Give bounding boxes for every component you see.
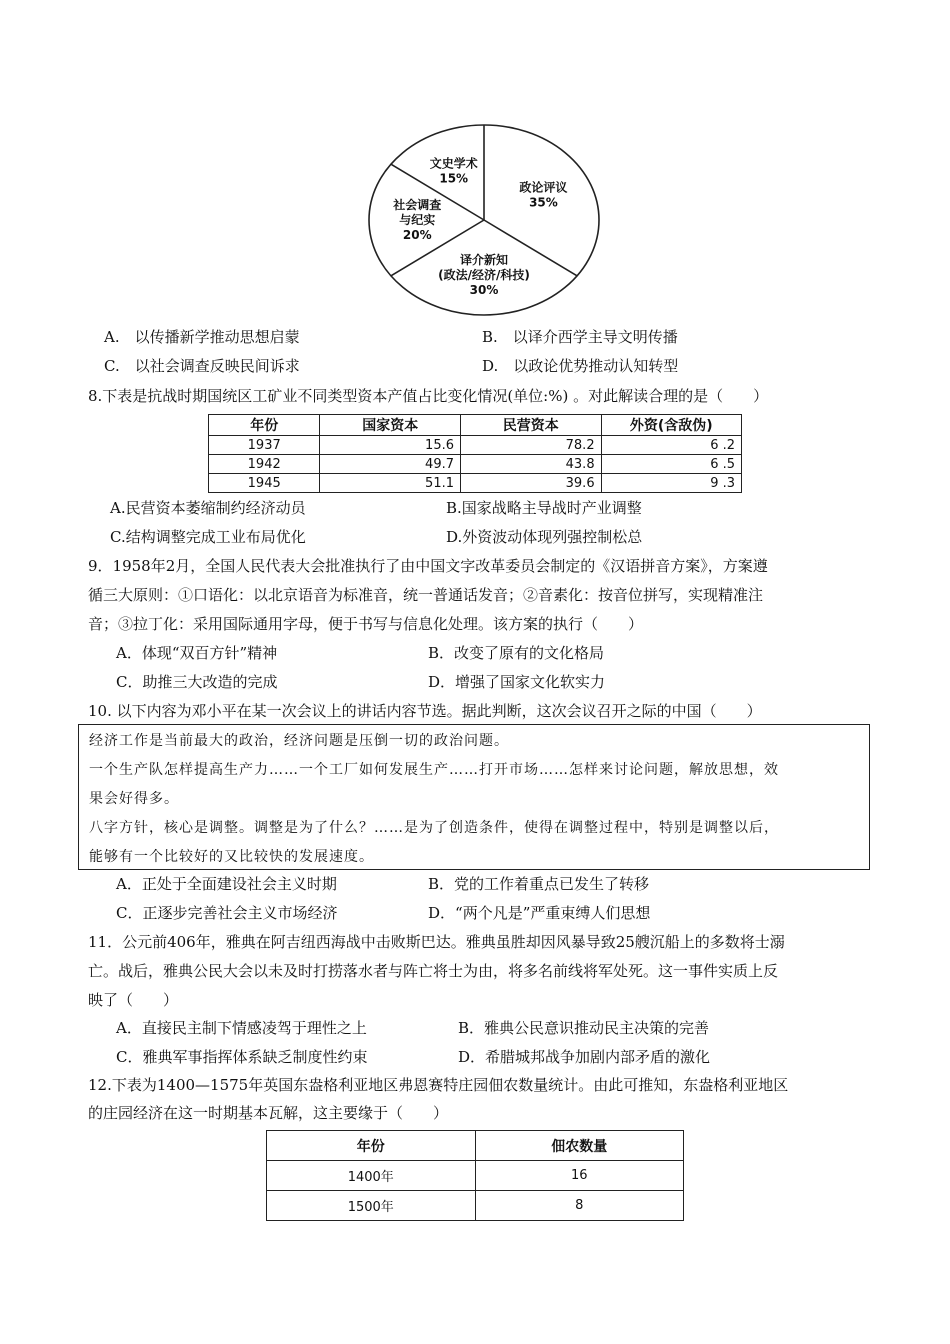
q12-header-year: 年份 — [267, 1131, 476, 1161]
q8-option-b[interactable]: B.国家战略主导战时产业调整 — [446, 499, 642, 517]
table-row — [209, 436, 742, 455]
q8-stem: 8.下表是抗战时期国统区工矿业不同类型资本产值占比变化情况(单位:%) 。对此解读合理的是（ ） — [88, 387, 769, 405]
q12-cell: 1500年 — [267, 1191, 476, 1221]
q8-option-c[interactable]: C.结构调整完成工业布局优化 — [110, 528, 306, 546]
q11-stem-line: 映了（ ） — [88, 991, 179, 1009]
q10-stem: 10. 以下内容为邓小平在某一次会议上的讲话内容节选。据此判断，这次会议召开之际的中国（ ） — [88, 702, 762, 720]
q11-stem-line: 亡。战后，雅典公民大会以未及时打捞落水者与阵亡将士为由，将多名前线将军处死。这一事件实质上反 — [88, 962, 779, 980]
q8-option-a[interactable]: A.民营资本萎缩制约经济动员 — [110, 499, 306, 517]
q10-quote-line: 能够有一个比较好的又比较快的发展速度。 — [89, 849, 374, 865]
q7-option-d[interactable]: D. 以政论优势推动认知转型 — [482, 357, 679, 375]
q8-table — [208, 414, 742, 493]
q10-quote-box — [78, 724, 870, 870]
q12-table-header-row — [267, 1131, 684, 1161]
q9-stem-line: 音；③拉丁化：采用国际通用字母，便于书写与信息化处理。该方案的执行（ ） — [88, 615, 644, 633]
q10-quote-line: 经济工作是当前最大的政治，经济问题是压倒一切的政治问题。 — [89, 733, 509, 749]
q12-table — [266, 1130, 684, 1221]
q10-option-d[interactable]: D．“两个凡是”严重束缚人们思想 — [428, 904, 651, 922]
pie-slice-label: 译介新知(政法/经济/科技) 30% — [438, 253, 530, 298]
q11-option-d[interactable]: D．希腊城邦战争加剧内部矛盾的激化 — [458, 1048, 711, 1066]
table-row — [209, 474, 742, 493]
q12-cell: 1400年 — [267, 1161, 476, 1191]
q11-option-b[interactable]: B．雅典公民意识推动民主决策的完善 — [458, 1019, 710, 1037]
q12-cell: 16 — [475, 1161, 683, 1191]
q12-stem-line: 的庄园经济在这一时期基本瓦解，这主要缘于（ ） — [88, 1104, 449, 1122]
q9-stem-line: 9．1958年2月，全国人民代表大会批准执行了由中国文字改革委员会制定的《汉语拼音方案》，方案遵 — [88, 557, 768, 575]
q7-option-b[interactable]: B. 以译介西学主导文明传播 — [482, 328, 678, 346]
q8-cell: 1942 — [209, 455, 320, 474]
pie-chart — [360, 120, 610, 320]
table-row — [267, 1161, 684, 1191]
q9-stem-line: 循三大原则：①口语化：以北京语音为标准音，统一普通话发音；②音素化：按音位拼写，实现精准注 — [88, 586, 764, 604]
q8-cell: 9 .3 — [601, 474, 741, 493]
q8-cell: 51.1 — [320, 474, 461, 493]
q12-stem-line: 12.下表为1400—1575年英国东盎格利亚地区弗恩赛特庄园佃农数量统计。由此可推知，东盎格利亚地区 — [88, 1076, 789, 1094]
q8-table-header-row — [209, 415, 742, 436]
q9-option-d[interactable]: D．增强了国家文化软实力 — [428, 673, 606, 691]
table-row — [267, 1191, 684, 1221]
q11-option-a[interactable]: A．直接民主制下情感凌驾于理性之上 — [116, 1019, 367, 1037]
q12-cell: 8 — [475, 1191, 683, 1221]
q8-header-year: 年份 — [209, 415, 320, 436]
q10-option-a[interactable]: A．正处于全面建设社会主义时期 — [116, 875, 337, 893]
pie-slice-label: 社会调查与纪实 20% — [393, 198, 442, 242]
q9-option-c[interactable]: C．助推三大改造的完成 — [116, 673, 278, 691]
pie-slice-label: 文史学术 15% — [429, 156, 478, 186]
q12-header-tenants: 佃农数量 — [475, 1131, 683, 1161]
q11-option-c[interactable]: C．雅典军事指挥体系缺乏制度性约束 — [116, 1048, 368, 1066]
q10-quote-line: 八字方针，核心是调整。调整是为了什么？……是为了创造条件，使得在调整过程中，特别是调整以后， — [89, 820, 779, 836]
q7-option-a[interactable]: A. 以传播新学推动思想启蒙 — [104, 328, 300, 346]
q8-header-foreign: 外资(含敌伪) — [601, 415, 741, 436]
q8-cell: 78.2 — [461, 436, 602, 455]
q7-option-c[interactable]: C. 以社会调查反映民间诉求 — [104, 357, 300, 375]
q8-cell: 43.8 — [461, 455, 602, 474]
q10-option-b[interactable]: B．党的工作着重点已发生了转移 — [428, 875, 650, 893]
q8-header-private: 民营资本 — [461, 415, 602, 436]
q8-cell: 6 .2 — [601, 436, 741, 455]
q11-stem-line: 11．公元前406年，雅典在阿吉纽西海战中击败斯巴达。雅典虽胜却因风暴导致25艘沉船上的多数将士溺 — [88, 933, 785, 951]
q10-quote-line: 一个生产队怎样提高生产力……一个工厂如何发展生产……打开市场……怎样来讨论问题，解放思想，效 — [89, 762, 779, 778]
q10-option-c[interactable]: C．正逐步完善社会主义市场经济 — [116, 904, 338, 922]
q9-option-b[interactable]: B．改变了原有的文化格局 — [428, 644, 605, 662]
q8-option-d[interactable]: D.外资波动体现列强控制松总 — [446, 528, 643, 546]
q8-cell: 15.6 — [320, 436, 461, 455]
q8-cell: 6 .5 — [601, 455, 741, 474]
table-row — [209, 455, 742, 474]
q8-cell: 39.6 — [461, 474, 602, 493]
pie-slice-label: 政论评议 35% — [519, 180, 568, 210]
q8-header-state: 国家资本 — [320, 415, 461, 436]
q8-cell: 49.7 — [320, 455, 461, 474]
q9-option-a[interactable]: A．体现“双百方针”精神 — [116, 644, 278, 662]
q8-cell: 1945 — [209, 474, 320, 493]
q10-quote-line: 果会好得多。 — [89, 791, 179, 807]
q8-cell: 1937 — [209, 436, 320, 455]
